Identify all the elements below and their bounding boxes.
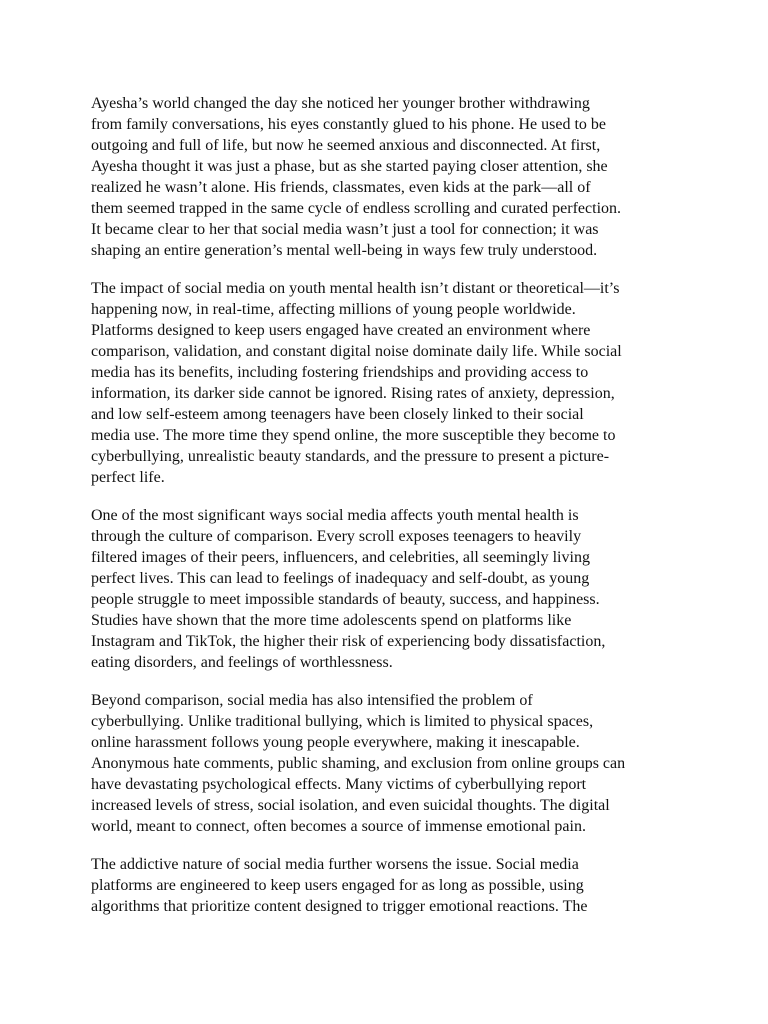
text-line: eating disorders, and feelings of worthlessness. [91,654,393,671]
text-line: through the culture of comparison. Every scroll exposes teenagers to heavily [91,528,582,545]
paragraph-4 [91,690,691,837]
text-line: perfect lives. This can lead to feelings of inadequacy and self-doubt, as young [91,570,590,587]
text-line: media use. The more time they spend online, the more susceptible they become to [91,427,616,444]
text-line: Ayesha thought it was just a phase, but as she started paying closer attention, she [91,158,608,175]
paragraph-2 [91,278,691,488]
text-line: Ayesha’s world changed the day she noticed her younger brother withdrawing [91,95,590,112]
text-line: One of the most significant ways social media affects youth mental health is [91,507,579,524]
text-line: world, meant to connect, often becomes a source of immense emotional pain. [91,818,586,835]
text-line: them seemed trapped in the same cycle of endless scrolling and curated perfection. [91,200,622,217]
text-line: Anonymous hate comments, public shaming, and exclusion from online groups can [91,755,626,772]
text-line: Beyond comparison, social media has also intensified the problem of [91,692,533,709]
text-line: cyberbullying, unrealistic beauty standards, and the pressure to present a picture- [91,448,610,465]
text-line: cyberbullying. Unlike traditional bullying, which is limited to physical spaces, [91,713,594,730]
text-line: It became clear to her that social media wasn’t just a tool for connection; it was [91,221,599,238]
text-line: and low self-esteem among teenagers have been closely linked to their social [91,406,584,423]
text-line: online harassment follows young people everywhere, making it inescapable. [91,734,580,751]
text-line: algorithms that prioritize content designed to trigger emotional reactions. The [91,898,588,915]
text-line: increased levels of stress, social isolation, and even suicidal thoughts. The digital [91,797,610,814]
text-line: The impact of social media on youth mental health isn’t distant or theoretical—it’s [91,280,620,297]
text-line: media has its benefits, including fostering friendships and providing access to [91,364,589,381]
text-line: Platforms designed to keep users engaged have created an environment where [91,322,591,339]
text-line: filtered images of their peers, influencers, and celebrities, all seemingly living [91,549,590,566]
text-line: outgoing and full of life, but now he seemed anxious and disconnected. At first, [91,137,601,154]
text-line: Instagram and TikTok, the higher their risk of experiencing body dissatisfaction, [91,633,606,650]
text-line: perfect life. [91,469,165,486]
text-line: platforms are engineered to keep users engaged for as long as possible, using [91,877,584,894]
text-line: have devastating psychological effects. Many victims of cyberbullying report [91,776,587,793]
text-line: comparison, validation, and constant digital noise dominate daily life. While social [91,343,622,360]
text-line: happening now, in real-time, affecting millions of young people worldwide. [91,301,576,318]
text-line: information, its darker side cannot be ignored. Rising rates of anxiety, depression, [91,385,615,402]
text-line: shaping an entire generation’s mental well-being in ways few truly understood. [91,242,598,259]
document-body [91,93,691,934]
paragraph-1 [91,93,691,261]
text-line: The addictive nature of social media further worsens the issue. Social media [91,856,579,873]
text-line: realized he wasn’t alone. His friends, classmates, even kids at the park—all of [91,179,591,196]
text-line: people struggle to meet impossible standards of beauty, success, and happiness. [91,591,600,608]
text-line: from family conversations, his eyes constantly glued to his phone. He used to be [91,116,607,133]
text-line: Studies have shown that the more time adolescents spend on platforms like [91,612,572,629]
paragraph-3 [91,505,691,673]
paragraph-5 [91,854,691,917]
